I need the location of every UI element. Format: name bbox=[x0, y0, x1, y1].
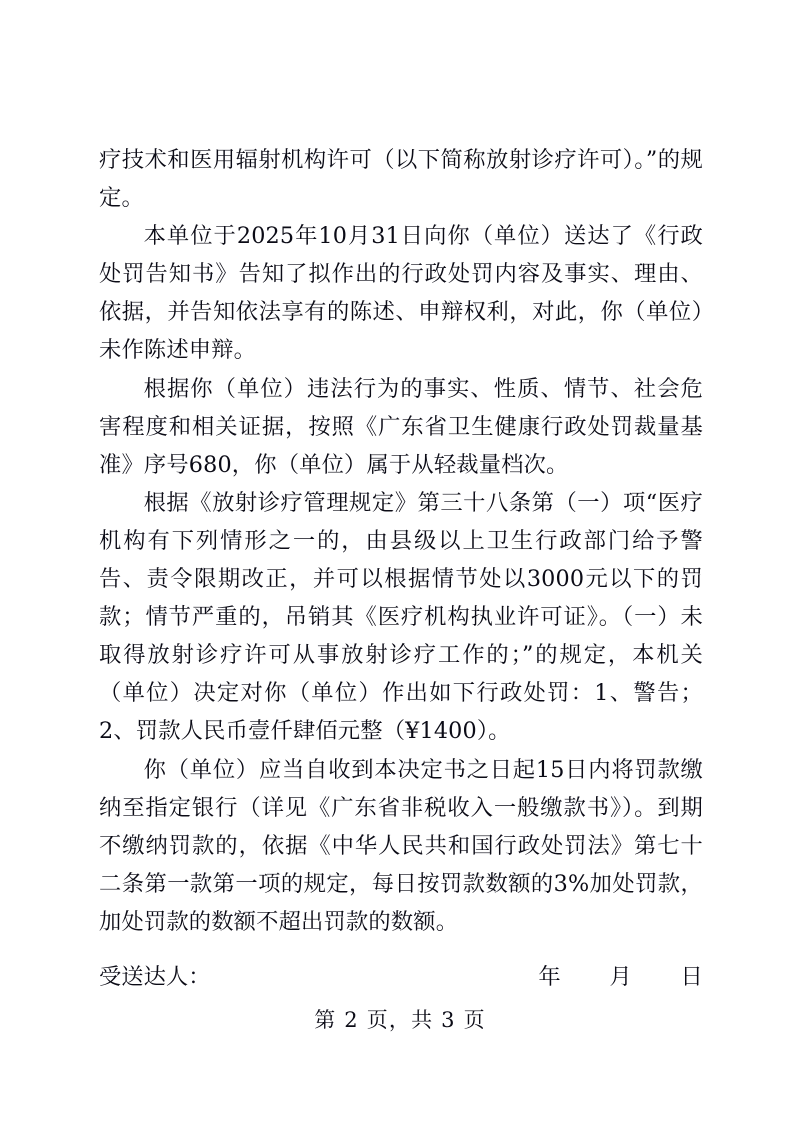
paragraph-penalty-decision: 根据《放射诊疗管理规定》第三十八条第（一）项“医疗机构有下列情形之一的，由县级以上卫生行政部门给予警告、责令限期改正，并可以根据情节处以3000元以下的罚款；情节严重的，吊销其《医疗机构执业许可证》。（一）未取得放射诊疗许可从事放射诊疗工作的；”的规定，本机关（单位）决定对你（单位）作出如下行政处罚：1、警告；2、罚款人民币壹仟肆佰元整（¥1400）。 bbox=[99, 489, 703, 745]
date-month-label: 月 bbox=[609, 964, 632, 990]
signature-date-blanks bbox=[538, 960, 703, 994]
paragraph-license-continuation: 疗技术和医用辐射机构许可（以下简称放射诊疗许可）。”的规定。 bbox=[99, 147, 703, 212]
paragraph-payment-instructions: 你（单位）应当自收到本决定书之日起15日内将罚款缴纳至指定银行（详见《广东省非税收入一般缴款书》）。到期不缴纳罚款的，依据《中华人民共和国行政处罚法》第七十二条第一款第一项的规定，每日按罚款数额的3%加处罚款，加处罚款的数额不超出罚款的数额。 bbox=[99, 756, 703, 935]
signature-row bbox=[99, 960, 703, 994]
paragraph-discretion-basis: 根据你（单位）违法行为的事实、性质、情节、社会危害程度和相关证据，按照《广东省卫生健康行政处罚裁量基准》序号680，你（单位）属于从轻裁量档次。 bbox=[99, 375, 703, 478]
page-number-text: 第 2 页，共 3 页 bbox=[314, 1008, 486, 1032]
recipient-signature-label: 受送达人： bbox=[99, 964, 211, 990]
date-year-label: 年 bbox=[538, 964, 561, 990]
date-day-label: 日 bbox=[680, 964, 703, 990]
paragraph-prior-notification: 本单位于2025年10月31日向你（单位）送达了《行政处罚告知书》告知了拟作出的行政处罚内容及事实、理由、依据，并告知依法享有的陈述、申辩权利，对此，你（单位）未作陈述申辩。 bbox=[99, 223, 703, 364]
document-body bbox=[99, 141, 703, 941]
page-number-footer bbox=[0, 1005, 800, 1035]
